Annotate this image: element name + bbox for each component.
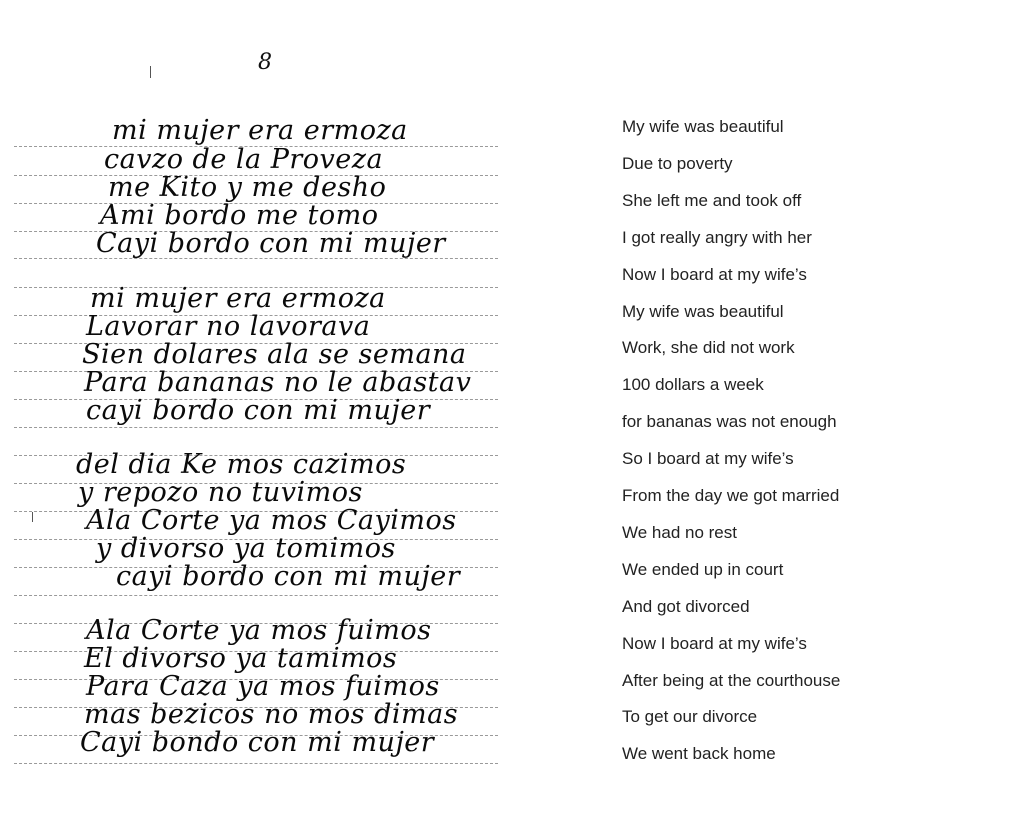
handwritten-line: cavzo de la Proveza xyxy=(104,144,384,175)
handwritten-line: Para Caza ya mos fuimos xyxy=(86,671,440,702)
translation-line: So I board at my wife’s xyxy=(622,449,794,469)
handwritten-line: El divorso ya tamimos xyxy=(84,643,398,674)
handwritten-line: mi mujer era ermoza xyxy=(90,283,386,314)
translation-line: We had no rest xyxy=(622,522,737,542)
translation-line: My wife was beautiful xyxy=(622,117,784,136)
ruled-line xyxy=(14,763,498,764)
translation-line: My wife was beautiful xyxy=(622,301,784,321)
handwritten-line: me Kito y me desho xyxy=(108,172,387,203)
handwritten-line: Ala Corte ya mos Cayimos xyxy=(86,505,457,536)
handwritten-line: Ala Corte ya mos fuimos xyxy=(86,615,432,646)
translation-line: Now I board at my wife’s xyxy=(622,264,807,284)
handwritten-line: Cayi bordo con mi mujer xyxy=(96,228,446,259)
translation-line: After being at the courthouse xyxy=(622,670,841,690)
translation-line: I got really angry with her xyxy=(622,227,812,247)
handwritten-manuscript-page xyxy=(0,0,510,819)
handwritten-line: cayi bordo con mi mujer xyxy=(116,561,461,592)
handwritten-line: Sien dolares ala se semana xyxy=(82,339,467,370)
handwritten-line: mas bezicos no mos dimas xyxy=(84,699,459,730)
handwritten-line: mi mujer era ermoza xyxy=(112,115,408,146)
translation-line: 100 dollars a week xyxy=(622,375,764,395)
translation-line: And got divorced xyxy=(622,596,750,616)
handwritten-line: Ami bordo me tomo xyxy=(100,200,379,231)
handwritten-line: Lavorar no lavorava xyxy=(86,311,371,342)
handwritten-line: cayi bordo con mi mujer xyxy=(86,395,431,426)
handwritten-line: Cayi bondo con mi mujer xyxy=(80,727,435,758)
translation-line: She left me and took off xyxy=(622,190,802,210)
translation-line: for bananas was not enough xyxy=(622,412,837,432)
handwritten-line: y divorso ya tomimos xyxy=(96,533,396,564)
handwritten-line: y repozo no tuvimos xyxy=(78,477,363,508)
translation-line: Due to poverty xyxy=(622,153,733,173)
translation-line: Work, she did not work xyxy=(622,338,795,358)
translation-line: To get our divorce xyxy=(622,707,758,727)
ruled-line xyxy=(14,427,498,428)
ruled-line xyxy=(14,595,498,596)
translation-line: We ended up in court xyxy=(622,559,784,579)
translation-line: Now I board at my wife’s xyxy=(622,633,807,653)
margin-tick-left xyxy=(32,512,33,522)
page-number: 8 xyxy=(258,50,272,75)
translation-line: From the day we got married xyxy=(622,486,840,505)
translation-line: We went back home xyxy=(622,744,776,764)
handwritten-line: Para bananas no le abastav xyxy=(84,367,472,398)
handwritten-line: del dia Ke mos cazimos xyxy=(76,449,407,480)
margin-tick-top xyxy=(150,66,151,78)
